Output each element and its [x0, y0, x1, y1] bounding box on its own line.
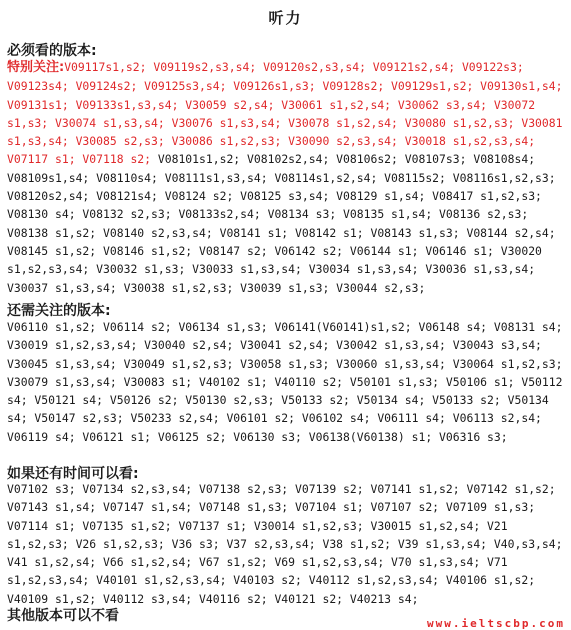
time-heading: 如果还有时间可以看: — [7, 466, 139, 482]
time-versions: V07102 s3; V07134 s2,s3,s4; V07138 s2,s3; V07139 s2; V07141 s1,s2; V07142 s1,s2; V07143 s1,s4; V07147 s1,s4; V07148 s1,s3; V07104 s1; V07107 s2; V07109 s1,s3; V07114 s1; V07135 s1,s2; V07137 s1; V30014 s1,s2,s3; V30015 s1,s2,s4; V21 s1,s2,s3; V26 s1,s2,s3; V36 s3; V37 s2,s3,s4; V38 s1,s2; V39 s1,s3,s4; V40,s3,s4; V41 s1,s2,s4; V66 s1,s2,s4; V67 s1,s2; V69 s1,s2,s3,s4; V70 s1,s3,s4; V71 s1,s2,s3,s4; V40101 s1,s2,s3,s4; V40103 s2; V40112 s1,s2,s3,s4; V40106 s1,s2; V40109 s1,s2; V40112 s3,s4; V40116 s2; V40121 s2; V40213 s4; — [7, 482, 570, 606]
special-label: 特别关注: — [7, 60, 65, 75]
must-heading: 必须看的版本: — [7, 43, 97, 59]
special-versions: V09117s1,s2; V09119s2,s3,s4; V09120s2,s3,s4; V09121s2,s4; V09122s3; V09123s4; V09124s2; V09125s3,s4; V09126s1,s3; V09128s2; V09129s1,s2; V09130s1,s4; V09131s1; V09133s1,s3,s4; V30059 s2,s4; V30061 s1,s2,s4; V30062 s3,s4; V30072 s1,s3; V30074 s1,s3,s4; V30076 s1,s3,s4; V30078 s1,s2,s4; V30080 s1,s2,s3; V30081 s1,s3,s4; V30085 s2,s3; V30086 s1,s2,s3; V30090 s2,s3,s4; V30018 s1,s2,s3,s4; V07117 s1; V07118 s2; — [7, 60, 570, 167]
page-title: 听力 — [268, 9, 303, 27]
must-normal-versions: V08101s1,s2; V08102s2,s4; V08106s2; V08107s3; V08108s4; V08109s1,s4; V08110s4; V08111s1,s3,s4; V08114s1,s2,s4; V08115s2; V08116s1,s2,s3; V08120s2,s4; V08121s4; V08124 s2; V08125 s3,s4; V08129 s1,s4; V08417 s1,s2,s3; V08130 s4; V08132 s2,s3; V08133s2,s4; V08134 s3; V08135 s1,s4; V08136 s2,s3; V08138 s1,s2; V08140 s2,s3,s4; V08141 s1; V08142 s1; V08143 s1,s3; V08144 s2,s4; V08145 s1,s2; V08146 s1,s2; V08147 s2; V06142 s2; V06144 s1; V06146 s1; V30020 s1,s2,s3,s4; V30032 s1,s3; V30033 s1,s3,s4; V30034 s1,s3,s4; V30036 s1,s3,s4; V30037 s1,s3,s4; V30038 s1,s2,s3; V30039 s1,s3; V30044 s2,s3; — [7, 152, 563, 295]
watermark: www.ieltscbp.com — [427, 617, 565, 630]
other-heading: 其他版本可以不看 — [7, 608, 119, 624]
must-versions — [7, 58, 569, 297]
also-heading: 还需关注的版本: — [7, 303, 111, 319]
also-versions: V06110 s1,s2; V06114 s2; V06134 s1,s3; V06141(V60141)s1,s2; V06148 s4; V08131 s4; V30019 s1,s2,s3,s4; V30040 s2,s4; V30041 s2,s4; V30042 s1,s3,s4; V30043 s3,s4; V30045 s1,s3,s4; V30049 s1,s2,s3; V30058 s1,s3; V30060 s1,s3,s4; V30064 s1,s2,s3; V30079 s1,s3,s4; V30083 s1; V40102 s1; V40110 s2; V50101 s1,s3; V50106 s1; V50112 s4; V50121 s4; V50126 s2; V50130 s2,s3; V50133 s2; V50134 s4; V50133 s2; V50134 s4; V50147 s2,s3; V50233 s2,s4; V06101 s2; V06102 s4; V06111 s4; V06113 s2,s4; V06119 s4; V06121 s1; V06125 s2; V06130 s3; V06138(V60138) s1; V06316 s3; — [7, 320, 570, 444]
